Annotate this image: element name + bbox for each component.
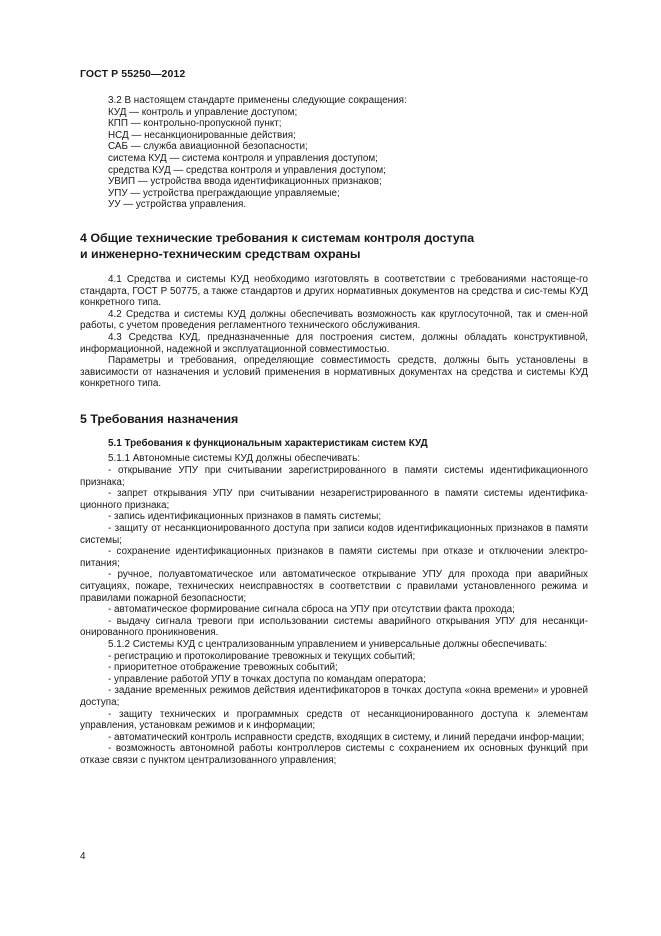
list-item: - сохранение идентификационных признаков в памяти системы при отказе и отключении электро-питания; (80, 546, 588, 569)
list-item: - автоматическое формирование сигнала сброса на УПУ при отсутствии факта прохода; (108, 604, 515, 616)
list-item: - открывание УПУ при считывании зарегистрированного в памяти системы идентификационного признака; (80, 465, 588, 488)
list-item: - автоматический контроль исправности средств, входящих в систему, и линий передачи инфор-мации; (108, 731, 585, 743)
abbreviations-intro: 3.2 В настоящем стандарте применены следующие сокращения: (108, 95, 407, 106)
list-item: - ручное, полуавтоматическое или автоматическое открывание УПУ для прохода при аварийных ситуациях, пожаре, технических неисправностях в соответствии с правилами установленного режима и правилами пожарной безопасности; (80, 569, 588, 604)
list-item: - приоритетное отображение тревожных событий; (108, 662, 338, 674)
abbreviation-item: средства КУД — средства контроля и управления доступом; (108, 164, 386, 176)
abbreviations-block (80, 95, 588, 211)
list-item: - защиту технических и программных средств от несанкционированного доступа к элементам управления, установкам режимов и к информации; (80, 708, 588, 732)
paragraph-5-1-1: 5.1.1 Автономные системы КУД должны обеспечивать: (108, 453, 360, 465)
list-item: - регистрацию и протоколирование тревожных и текущих событий; (108, 650, 416, 662)
list-item: - возможность автономной работы контроллеров системы с сохранением их основных функций при отказе связи с пунктом централизованного управления; (80, 743, 588, 766)
document-code-header: ГОСТ Р 55250—2012 (80, 68, 186, 80)
abbreviation-item: система КУД — система контроля и управления доступом; (108, 152, 378, 164)
section-5-heading: 5 Требования назначения (80, 411, 239, 426)
abbreviation-item: НСД — несанкционированные действия; (108, 129, 296, 141)
paragraph-4-2: 4.2 Средства и системы КУД должны обеспечивать возможность как круглосуточной, так и смен-ной работы, с учетом проведения регламентного технического обслуживания. (80, 308, 588, 332)
abbreviation-item: УВИП — устройства ввода идентификационных признаков; (108, 176, 382, 188)
section-4-heading-line-2: и инженерно-техническим средствам охраны (80, 246, 361, 261)
paragraph-5-1-2: 5.1.2 Системы КУД с централизованным управлением и универсальные должны обеспечивать: (108, 638, 548, 650)
paragraph-4-3-note: Параметры и требования, определяющие совместимость средств, должны быть установлены в зависимости от назначения и условий применения в нормативных документах на средства и системы КУД конкретного типа. (80, 355, 588, 390)
paragraph-4-1: 4.1 Средства и системы КУД необходимо изготовлять в соответствии с требованиями настояще-го стандарта, ГОСТ Р 50775, а также стандартов и других нормативных документов на средства и сис-темы КУД конкретного типа. (80, 273, 588, 309)
section-4-heading-line-1: 4 Общие технические требования к системам контроля доступа (80, 230, 475, 245)
page-number: 4 (80, 851, 86, 862)
abbreviation-item: УУ — устройства управления. (108, 199, 247, 211)
page-content (80, 95, 588, 767)
list-item: - защиту от несанкционированного доступа при записи кодов идентификационных признаков в памяти системы; (80, 523, 588, 546)
list-item: - запрет открывания УПУ при считывании незарегистрированного в памяти системы идентифика-ционного признака; (80, 488, 588, 511)
abbreviation-item: САБ — служба авиационной безопасности; (108, 141, 308, 153)
abbreviation-item: КУД — контроль и управление доступом; (108, 106, 298, 118)
list-item: - запись идентификационных признаков в память системы; (108, 511, 382, 523)
subsection-5-1-heading: 5.1 Требования к функциональным характеристикам систем КУД (108, 437, 428, 449)
abbreviation-item: УПУ — устройства преграждающие управляемые; (108, 187, 340, 199)
paragraph-4-3: 4.3 Средства КУД, предназначенные для построения систем, должны обладать конструктивной, информационной, надежной и эксплуатационной совместимостью. (80, 331, 588, 355)
list-item: - задание временных режимов действия идентификаторов в точках доступа «окна времени» и уровней доступа; (80, 685, 588, 708)
abbreviation-item: КПП — контрольно-пропускной пункт; (108, 118, 282, 130)
list-item: - управление работой УПУ в точках доступа по командам оператора; (108, 673, 426, 685)
list-item: - выдачу сигнала тревоги при использовании системы аварийного открывания УПУ для несанкци-онированного проникновения. (80, 615, 588, 639)
